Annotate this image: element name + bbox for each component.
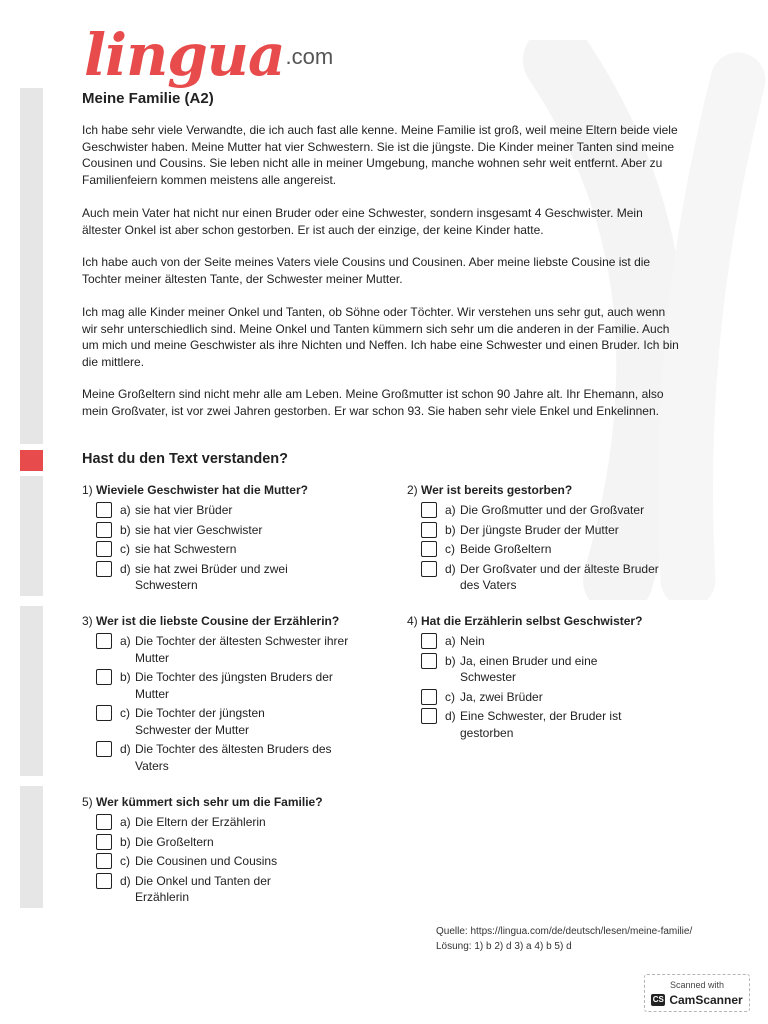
option-text: sie hat vier Geschwister [135,522,263,537]
checkbox-icon[interactable] [96,853,112,869]
answer-option [421,653,641,686]
question-number: 1) [82,483,93,497]
footer [436,924,692,954]
answer-option [96,834,392,851]
logo-domain: .com [285,44,334,69]
question-heading [407,614,707,628]
answer-option [96,522,392,539]
question-text: Wer kümmert sich sehr um die Familie? [96,795,323,809]
option-letter: a) [120,634,131,648]
checkbox-icon[interactable] [96,633,112,649]
option-text: Der jüngste Bruder der Mutter [460,522,619,537]
option-text: sie hat Schwestern [135,542,237,556]
checkbox-icon[interactable] [96,522,112,538]
question-text: Wer ist bereits gestorben? [421,483,573,497]
page-title: Meine Familie (A2) [82,90,214,107]
question-5 [82,795,392,909]
option-text: Die Großeltern [135,834,214,849]
option-letter: c) [120,542,130,556]
option-text: Eine Schwester, der Bruder ist gestorben [460,709,622,740]
option-text: Die Großmutter und der Großvater [460,503,645,517]
option-letter: d) [120,742,131,756]
option-letter: d) [445,561,456,576]
option-text: Ja, zwei Brüder [460,689,543,704]
camscanner-logo-icon: CS [652,995,664,1004]
source-link[interactable]: Quelle: https://lingua.com/de/deutsch/lesen/meine-familie/ [436,926,693,937]
checkbox-icon[interactable] [421,653,437,669]
answer-option [96,853,392,870]
option-letter: d) [120,561,131,576]
checkbox-icon[interactable] [96,741,112,757]
option-text: Die Tochter des jüngsten Bruders der Mutter [135,670,333,701]
question-heading [82,795,392,809]
option-letter: d) [120,873,131,888]
lingua-logo[interactable] [84,4,334,89]
option-text: Die Tochter des ältesten Bruders des Vaters [135,742,332,773]
checkbox-icon[interactable] [421,541,437,557]
option-letter: b) [120,670,131,684]
checkbox-icon[interactable] [96,705,112,721]
option-text: Beide Großeltern [460,542,552,556]
answer-option [421,561,671,594]
question-heading [82,483,392,497]
checkbox-icon[interactable] [421,689,437,705]
side-bar-segment [20,88,43,444]
answer-option [96,633,366,666]
paragraph: Auch mein Vater hat nicht nur einen Bruder oder eine Schwester, sondern insgesamt 4 Geschwister. Mein ältester Onkel ist aber schon gestorben. Er ist auch der einzige, der keine Kinder hatte. [82,206,643,237]
side-bar-segment [20,606,43,776]
option-letter: c) [445,689,455,704]
question-1 [82,483,392,597]
checkbox-icon[interactable] [96,873,112,889]
option-letter: a) [445,634,456,648]
option-text: Ja, einen Bruder und eine Schwester [460,653,598,684]
answer-option [421,633,707,650]
answer-option [421,708,671,741]
checkbox-icon[interactable] [421,502,437,518]
option-letter: a) [120,815,131,829]
option-letter: c) [120,854,130,868]
scanner-brand [651,993,742,1007]
solution-text: Lösung: 1) b 2) d 3) a 4) b 5) d [436,941,572,952]
option-text: Nein [460,634,485,648]
answer-option [96,814,392,831]
question-number: 2) [407,483,418,497]
paragraph: Ich habe auch von der Seite meines Vaters viele Cousins und Cousinen. Aber meine liebste Cousine ist die Tochter meiner ältesten Tante, der Schwester meiner Mutter. [82,255,651,286]
answer-option [96,502,392,519]
scanner-name: CamScanner [669,992,743,1007]
answer-option [421,502,707,519]
option-letter: d) [445,709,456,723]
option-text: Die Onkel und Tanten der Erzählerin [135,873,271,904]
option-letter: b) [445,522,456,537]
camscanner-badge [644,974,750,1012]
answer-option [96,541,392,558]
answer-option [421,541,707,558]
checkbox-icon[interactable] [421,561,437,577]
question-2 [407,483,707,597]
checkbox-icon[interactable] [96,561,112,577]
question-text: Wieviele Geschwister hat die Mutter? [96,483,308,497]
question-number: 5) [82,795,93,809]
question-number: 3) [82,614,93,628]
option-text: Die Cousinen und Cousins [135,854,278,868]
option-letter: c) [445,542,455,556]
side-bar-segment [20,786,43,908]
option-letter: a) [445,503,456,517]
logo-wordmark: lingua [84,21,285,89]
checkbox-icon[interactable] [96,541,112,557]
option-letter: b) [120,522,131,537]
paragraph: Meine Großeltern sind nicht mehr alle am Leben. Meine Großmutter ist schon 90 Jahre alt. Ihr Ehemann, also mein Großvater, ist vor zwei Jahren gestorben. Er war schon 93. Sie haben sehr viele Enkel und Enkelinnen. [82,387,664,418]
option-letter: a) [120,503,131,517]
checkbox-icon[interactable] [96,502,112,518]
quiz-title: Hast du den Text verstanden? [82,451,288,467]
answer-option [96,669,346,702]
option-letter: b) [120,834,131,849]
option-text: Die Eltern der Erzählerin [135,815,266,829]
checkbox-icon[interactable] [96,669,112,685]
question-4 [407,614,707,744]
question-text: Wer ist die liebste Cousine der Erzählerin? [96,614,340,628]
answer-option [96,705,296,738]
side-bar-segment [20,476,43,596]
checkbox-icon[interactable] [96,834,112,850]
side-bar-accent [20,450,43,471]
answer-option [96,561,326,594]
option-text: sie hat vier Brüder [135,503,233,517]
checkbox-icon[interactable] [421,633,437,649]
option-text: sie hat zwei Brüder und zwei Schwestern [135,561,288,592]
checkbox-icon[interactable] [421,522,437,538]
answer-option [96,873,326,906]
scanner-caption: Scanned with [669,979,725,990]
question-number: 4) [407,614,418,628]
paragraph: Ich habe sehr viele Verwandte, die ich auch fast alle kenne. Meine Familie ist groß, weil meine Eltern beide viele Geschwister haben. Meine Mutter hat vier Schwestern. Sie ist die jüngste. Die Kinder meiner Tanten sind meine Cousinen und Cousins. Sie leben nicht alle in meiner Umgebung, manche wohnen sehr weit entfernt. Aber zu Familienfeiern kommen meistens alle angereist. [82,123,678,187]
checkbox-icon[interactable] [421,708,437,724]
question-heading [407,483,707,497]
question-3 [82,614,392,777]
option-text: Die Tochter der ältesten Schwester ihrer Mutter [135,634,349,665]
answer-option [421,522,707,539]
option-letter: c) [120,706,130,720]
question-text: Hat die Erzählerin selbst Geschwister? [421,614,643,628]
option-text: Der Großvater und der älteste Bruder des Vaters [460,561,659,592]
option-text: Die Tochter der jüngsten Schwester der Mutter [135,706,265,737]
question-heading [82,614,392,628]
option-letter: b) [445,653,456,668]
paragraph: Ich mag alle Kinder meiner Onkel und Tanten, ob Söhne oder Töchter. Wir verstehen uns sehr gut, auch wenn wir sehr unterschiedlich sind. Meine Onkel und Tanten kümmern sich sehr um die anderen in der Familie. Auch um mich und meine Geschwister als ihre Nichten und Neffen. Ich habe eine Schwester und einen Bruder. Ich bin die mittlere. [82,305,679,369]
answer-option [96,741,346,774]
checkbox-icon[interactable] [96,814,112,830]
answer-option [421,689,707,706]
